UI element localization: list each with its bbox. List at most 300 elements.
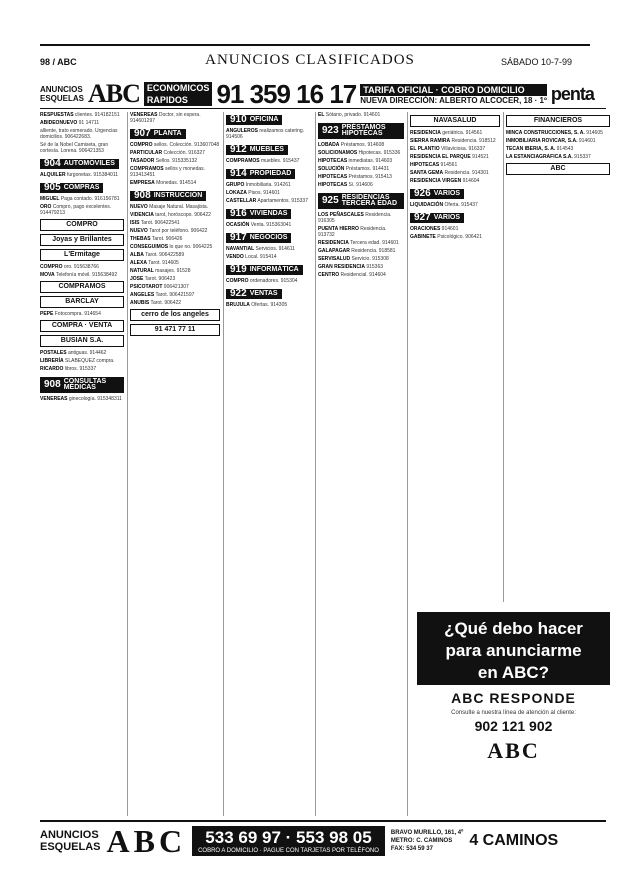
ad-heading: VENDO <box>226 254 244 260</box>
section-code-label: CONSULTAS MÉDICAS <box>63 378 107 391</box>
section-code-number: 916 <box>230 208 247 219</box>
section-title: ANUNCIOS CLASIFICADOS <box>205 52 415 68</box>
header-rule <box>40 44 590 46</box>
top-banner <box>40 80 606 109</box>
ad-text: Residencia. 918581 <box>349 248 396 254</box>
ad-text: realizamos catering. 914506 <box>226 128 305 140</box>
banner-esquelas: ESQUELAS <box>40 94 85 103</box>
ad-heading: VIDENCIA <box>130 212 154 218</box>
classified-ad <box>130 236 220 242</box>
footer-left <box>40 829 101 853</box>
section-code <box>130 191 206 201</box>
ad-heading: VENEREAS <box>40 396 68 402</box>
ad-text: 914521 <box>470 154 489 160</box>
ad-heading: HIPOTECAS <box>318 158 348 164</box>
classified-ad <box>40 272 124 278</box>
promo-box[interactable] <box>417 612 610 685</box>
section-code <box>226 265 303 275</box>
ad-text: Préstamos. 914431 <box>344 166 390 172</box>
classified-ad <box>40 358 124 364</box>
display-ad: COMPRO <box>40 219 124 231</box>
respond-title: ABC RESPONDE <box>451 690 576 706</box>
ad-text: lo que no. 9064225 <box>168 244 213 250</box>
banner-econ2: RAPIDOS <box>144 94 213 106</box>
ad-heading: CENTRO <box>318 272 340 278</box>
ad-heading: LIBRERÍA <box>40 358 64 364</box>
ad-text: sellos y monedas. 913413451 <box>130 166 206 178</box>
classified-ad <box>410 178 500 184</box>
section-code <box>40 377 124 393</box>
column-3 <box>226 112 312 816</box>
ad-text: alliente, trato esmerado. Urgencias domicilios. 906422683. <box>40 128 118 140</box>
section-code-label: OFICINA <box>249 116 279 123</box>
classified-ad <box>226 190 312 196</box>
ad-heading: PARTICULAR <box>130 150 163 156</box>
ad-text: sellos. Colección. 913607048 <box>152 142 220 148</box>
ad-text: Sé de la Nobel Camiseta, gran cortesía. Lorena. 906421353 <box>40 142 109 154</box>
column-2 <box>130 112 220 816</box>
footer-addr2: METRO: C. CAMINOS <box>390 838 453 844</box>
footer-phone-numbers: 533 69 97 · 553 98 05 <box>205 828 372 847</box>
classified-ad <box>40 311 124 317</box>
ad-heading: NAVANTIAL <box>226 246 255 252</box>
ad-text: Residencia. 916305 <box>318 212 392 224</box>
classified-ad <box>410 170 500 176</box>
classified-ad <box>410 226 500 232</box>
classified-ad <box>506 154 610 160</box>
display-ad: FINANCIEROS <box>506 115 610 127</box>
display-ad: Joyas y Brillantes <box>40 234 124 246</box>
ad-heading: SERVISALUD <box>318 256 351 262</box>
ad-heading: RICARDO <box>40 366 64 372</box>
ad-heading: GRUPO <box>226 182 245 188</box>
ad-heading: ALEXA <box>130 260 147 266</box>
footer-phones[interactable] <box>192 826 385 856</box>
ad-text: Préstamos. 914608 <box>339 142 385 148</box>
footer-addr3: FAX: 534 59 37 <box>390 846 433 852</box>
classified-ad <box>130 150 220 156</box>
display-ad: 91 471 77 11 <box>130 324 220 336</box>
ad-text: Residencia. 918512 <box>450 138 496 144</box>
footer-addr1: BRAVO MURILLO, 161, 4º <box>390 830 464 836</box>
ad-text: masajes. 91528 <box>153 268 191 274</box>
ad-heading: HIPOTECAS <box>318 174 348 180</box>
section-code-number: 914 <box>230 168 247 179</box>
ad-text: Sótano, privado. 914601 <box>324 112 381 118</box>
display-ad: NAVASALUD <box>410 115 500 127</box>
display-ad: BARCLAY <box>40 296 124 308</box>
classified-ad <box>130 300 220 306</box>
classified-ad <box>410 154 500 160</box>
ad-heading: JOSE <box>130 276 144 282</box>
classified-ad <box>318 142 404 148</box>
ad-heading: OCASIÓN <box>226 222 250 228</box>
ad-heading: ANGELES <box>130 292 155 298</box>
classified-ad <box>130 252 220 258</box>
ad-heading: INMOBILIARIA ROVICAR, S.A. <box>506 138 578 144</box>
ad-heading: CASTELLAR <box>226 198 257 204</box>
classified-ad <box>130 112 220 124</box>
ad-heading: COMPRAMOS <box>130 166 164 172</box>
section-code-label: VARIOS <box>433 190 461 197</box>
classified-ad <box>40 120 124 126</box>
footer-esquelas: ESQUELAS <box>40 841 101 853</box>
classified-ad <box>226 222 312 228</box>
section-code-number: 917 <box>230 232 247 243</box>
classified-ad <box>318 158 404 164</box>
ad-text: Tarot. 906422 <box>149 300 182 306</box>
ad-text: Tarot. 906422589 <box>143 252 185 258</box>
ad-text: Villaviciosa. 916337 <box>439 146 486 152</box>
section-code <box>226 233 291 243</box>
column-6 <box>506 112 610 602</box>
section-code-label: MUEBLES <box>249 146 284 153</box>
ad-text: furgonetas. 915384011 <box>65 172 119 178</box>
classified-ad <box>40 128 124 140</box>
section-code-label: AUTOMÓVILES <box>63 160 115 167</box>
ad-heading: ORACIONES <box>410 226 441 232</box>
classified-ad <box>40 172 124 178</box>
ad-text: Residencia. 913732 <box>318 226 387 238</box>
ad-heading: COMPRO <box>40 264 63 270</box>
classified-ad <box>130 260 220 266</box>
ad-heading: ALBA <box>130 252 144 258</box>
section-code <box>40 159 119 169</box>
column-divider <box>407 112 408 816</box>
banner-anuncios: ANUNCIOS <box>40 85 83 94</box>
ad-text: Residencia. 914301 <box>443 170 489 176</box>
classified-ad <box>40 204 124 216</box>
classified-ad <box>40 112 124 118</box>
classified-ad <box>130 204 220 210</box>
classified-ad <box>318 166 404 172</box>
issue-date: SÁBADO 10-7-99 <box>500 57 572 67</box>
ad-heading: COMPRO <box>226 278 249 284</box>
section-code <box>226 115 282 125</box>
section-code-label: PROPIEDAD <box>249 170 292 177</box>
ad-text: tarot, horóscopo. 906422 <box>153 212 211 218</box>
classified-ad <box>318 150 404 156</box>
ad-heading: RESIDENCIA EL PARQUE <box>410 154 471 160</box>
section-code-label: COMPRAS <box>63 184 100 191</box>
classified-ad <box>130 284 220 290</box>
section-code <box>226 209 291 219</box>
classified-ad <box>226 254 312 260</box>
ad-heading: NUEVO <box>130 228 148 234</box>
ad-heading: GABINETE <box>410 234 436 240</box>
section-code-number: 922 <box>230 288 247 299</box>
display-ad: BUSIAN S.A. <box>40 335 124 347</box>
classified-ad <box>130 158 220 164</box>
column-divider <box>223 112 224 816</box>
section-code-number: 908 <box>134 190 151 201</box>
classified-ad <box>40 366 124 372</box>
footer-anuncios: ANUNCIOS <box>40 829 99 841</box>
classified-ad <box>318 256 404 262</box>
ad-text: 914601 <box>577 138 596 144</box>
section-code-label: PLANTA <box>153 130 182 137</box>
classified-ad <box>130 180 220 186</box>
ad-text: Tarot. 906426 <box>150 236 183 242</box>
ad-heading: COMPRAMOS <box>226 158 260 164</box>
ad-text: Hipotecas. 915336 <box>357 150 401 156</box>
ad-heading: ABIDEONUEVO <box>40 120 78 126</box>
section-code-label: INSTRUCCIÓN <box>153 192 203 199</box>
ad-heading: LOKAZA <box>226 190 247 196</box>
ad-text: 915337 <box>572 154 591 160</box>
ad-text: inmediatas. 914603 <box>347 158 393 164</box>
ad-text: Venta. 915363041 <box>249 222 292 228</box>
ad-text: Masaje Natural. Masajista. <box>147 204 209 210</box>
section-code-number: 908 <box>44 379 61 390</box>
ad-text: antiguas. 914462 <box>66 350 107 356</box>
respond-phone[interactable]: 902 121 902 <box>474 718 553 734</box>
ad-text: Sellos. 915335132 <box>154 158 198 164</box>
section-code-number: 927 <box>414 212 431 223</box>
ad-text: Paga contado. 916156781 <box>59 196 120 202</box>
classified-ad <box>410 234 500 240</box>
column-divider <box>127 112 128 816</box>
column-divider <box>315 112 316 816</box>
ad-heading: VENEREAS <box>130 112 158 118</box>
ad-heading: EL <box>318 112 325 118</box>
section-code-number: 907 <box>134 128 151 139</box>
ad-heading: MIGUEL <box>40 196 60 202</box>
ad-text: Ofertas. 914305 <box>249 302 288 308</box>
classified-ad <box>318 226 404 238</box>
classified-ad <box>40 350 124 356</box>
page-number: 98 / ABC <box>40 57 77 67</box>
classified-ad <box>506 130 610 136</box>
classified-ad <box>410 138 500 144</box>
ad-heading: LOS PEÑASCALES <box>318 212 364 218</box>
banner-brand: ABC <box>88 79 140 108</box>
section-code <box>130 129 186 139</box>
classified-ad <box>226 158 312 164</box>
classified-ad <box>318 182 404 188</box>
ad-text: Pisos. 914601 <box>246 190 280 196</box>
classified-ad <box>226 246 312 252</box>
ad-heading: LOBADA <box>318 142 340 148</box>
ad-heading: ANGULEROS <box>226 128 258 134</box>
ad-text: Servicios. 914611 <box>254 246 295 252</box>
classified-ad <box>130 244 220 250</box>
display-ad: L'Ermitage <box>40 249 124 261</box>
column-1 <box>40 112 124 816</box>
classified-ad <box>130 292 220 298</box>
promo-line3: en ABC? <box>477 663 550 682</box>
classified-ad <box>130 228 220 234</box>
display-ad: cerro de los angeles <box>130 309 220 321</box>
ad-text: muebles. 915437 <box>259 158 300 164</box>
ad-text: oro. 915638766 <box>62 264 99 270</box>
ad-text: 915363 <box>364 264 384 270</box>
footer-banner <box>40 820 606 860</box>
ad-heading: SANTA GEMA <box>410 170 444 176</box>
ad-heading: SOLUCIÓN <box>318 166 345 172</box>
ad-heading: PEPE <box>40 311 54 317</box>
ad-text: 914601 <box>440 226 459 232</box>
footer-brand: ABC <box>106 822 187 859</box>
ad-text: Telefonía móvil. 915638492 <box>54 272 118 278</box>
section-code-label: NEGOCIOS <box>249 234 288 241</box>
classified-ad <box>226 278 312 284</box>
section-code-number: 912 <box>230 144 247 155</box>
display-ad: COMPRA · VENTA <box>40 320 124 332</box>
classified-ad <box>226 302 312 308</box>
ad-heading: SOLICIONAMOS <box>318 150 358 156</box>
ad-text: 914605 <box>584 130 603 136</box>
section-code-number: 925 <box>322 195 339 206</box>
ad-heading: HIPOTECAS <box>318 182 348 188</box>
column-divider <box>503 112 504 602</box>
classified-ad <box>410 146 500 152</box>
classified-ad <box>40 264 124 270</box>
section-code <box>226 145 288 155</box>
ad-text: Sí. 914606 <box>347 182 373 188</box>
ad-heading: EMPRESA <box>130 180 155 186</box>
classified-ad <box>318 248 404 254</box>
ad-heading: TECAN IBERIA, S. A. <box>506 146 556 152</box>
respond-sub: Consulte a nuestra línea de atención al cliente: <box>451 710 576 716</box>
section-code-label: VARIOS <box>433 214 461 221</box>
classified-ad <box>318 174 404 180</box>
section-code-number: 923 <box>322 125 339 136</box>
ad-heading: ALQUILER <box>40 172 66 178</box>
footer-logo: 4 CAMINOS <box>469 832 559 849</box>
classified-ad <box>40 142 124 154</box>
ad-heading: THEBAS <box>130 236 151 242</box>
section-code-label: PRÉSTAMOS HIPOTECAS <box>341 124 386 137</box>
ad-heading: EL PLANTIO <box>410 146 440 152</box>
classified-ad <box>130 268 220 274</box>
abc-responde <box>417 690 610 764</box>
promo-line2: para anunciarme <box>445 641 582 660</box>
column-5 <box>410 112 500 602</box>
ad-text: Tercera edad. 914601 <box>348 240 399 246</box>
classified-ad <box>130 142 220 148</box>
classified-ad <box>130 220 220 226</box>
ad-heading: PUENTA HIERRO <box>318 226 359 232</box>
banner-tarifa <box>360 84 547 105</box>
classified-ad <box>318 272 404 278</box>
classified-ad <box>410 162 500 168</box>
ad-text: 914561 <box>439 162 458 168</box>
classified-ad <box>40 396 124 402</box>
ad-heading: LIQUIDACIÓN <box>410 202 444 208</box>
ad-text: Psicológico. 906421 <box>435 234 482 240</box>
ad-text: clientes. 914182151 <box>73 112 120 118</box>
penta-logo: penta <box>550 83 594 104</box>
ad-text: Local. 915414 <box>243 254 277 260</box>
ad-heading: MOVA <box>40 272 55 278</box>
footer-cobro: COBRO A DOMICILIO · PAGUE CON TARJETAS POR TELÉFONO <box>198 848 379 854</box>
ad-heading: RESIDENCIA VIRGEN <box>410 178 462 184</box>
section-code-number: 910 <box>230 114 247 125</box>
ad-heading: HIPOTECAS <box>410 162 440 168</box>
ad-heading: RESIDENCIA <box>318 240 349 246</box>
ad-heading: ORO <box>40 204 52 210</box>
classified-ad <box>318 212 404 224</box>
classified-ad <box>226 198 312 204</box>
ad-text: ginecología. 915348311 <box>67 396 122 402</box>
classified-ad <box>318 264 404 270</box>
ad-text: 914604 <box>461 178 480 184</box>
ad-heading: COMPRO <box>130 142 153 148</box>
ad-text: Tarot. 914605 <box>146 260 179 266</box>
section-code-number: 919 <box>230 264 247 275</box>
banner-left <box>40 85 84 103</box>
ad-text: Servicio. 915308 <box>350 256 389 262</box>
ad-heading: NUEVO <box>130 204 148 210</box>
classified-ad <box>40 196 124 202</box>
ad-text: Tarot por teléfono. 906422 <box>147 228 208 234</box>
classified-ad <box>130 166 220 178</box>
section-code <box>318 193 404 209</box>
classified-ad <box>130 276 220 282</box>
ad-text: Oferta. 915437 <box>443 202 478 208</box>
ad-text: Inmobiliaria. 914261 <box>244 182 291 188</box>
section-code-label: VENTAS <box>249 290 278 297</box>
ad-text: SLABEQUEZ compra. <box>63 358 115 364</box>
ad-text: Préstamos. 915413 <box>347 174 392 180</box>
section-code <box>318 123 404 139</box>
ad-text: ordenadores. 915304 <box>248 278 298 284</box>
ad-heading: PSICOTAROT <box>130 284 163 290</box>
banner-phone: 91 359 16 17 <box>216 78 357 109</box>
ad-text: 914543 <box>555 146 574 152</box>
classified-ad <box>130 212 220 218</box>
section-code <box>410 213 464 223</box>
ad-heading: POSTALES <box>40 350 67 356</box>
ad-heading: RESIDENCIA <box>410 130 441 136</box>
banner-econ1: ECONOMICOS <box>144 82 213 94</box>
section-code-number: 926 <box>414 188 431 199</box>
ad-text: Doctor, sin espera. 914601297 <box>130 112 201 124</box>
ad-heading: GRAN RESIDENCIA <box>318 264 365 270</box>
ad-text: Tarot. 906421597 <box>154 292 195 298</box>
ad-heading: MINCA CONSTRUCCIONES, S. A. <box>506 130 585 136</box>
ad-text: Residencial. 914604 <box>339 272 386 278</box>
ad-heading: CONSEGUIMOS <box>130 244 169 250</box>
classified-ad <box>226 128 312 140</box>
respond-logo: ABC <box>487 738 540 763</box>
ad-heading: SIERRA RAMIRA <box>410 138 451 144</box>
column-4 <box>318 112 404 816</box>
banner-tarifa-text: TARIFA OFICIAL · COBRO DOMICILIO <box>360 84 547 96</box>
section-code-number: 904 <box>44 158 61 169</box>
section-code <box>410 189 464 199</box>
banner-economicos <box>144 82 213 106</box>
section-code-label: RESIDENCIAS TERCERA EDAD <box>341 194 398 207</box>
ad-text: Fotocompra. 914654 <box>53 311 101 317</box>
ad-text: Apartamentos. 915337 <box>256 198 308 204</box>
section-code-label: VIVIENDAS <box>249 210 288 217</box>
classified-ad <box>318 240 404 246</box>
ad-heading: GALAPAGAR <box>318 248 350 254</box>
ad-text: geriátrica. 914561 <box>440 130 483 136</box>
section-code <box>40 183 103 193</box>
ad-text: 906421307 <box>162 284 189 290</box>
ad-text: Tarot. 906422541 <box>139 220 180 226</box>
classified-ad <box>410 202 500 208</box>
classified-ad <box>226 182 312 188</box>
ad-heading: BRUJULA <box>226 302 250 308</box>
section-code <box>226 289 282 299</box>
ad-heading: NATURAL <box>130 268 154 274</box>
promo-line1: ¿Qué debo hacer <box>444 619 583 638</box>
classified-ad <box>506 146 610 152</box>
